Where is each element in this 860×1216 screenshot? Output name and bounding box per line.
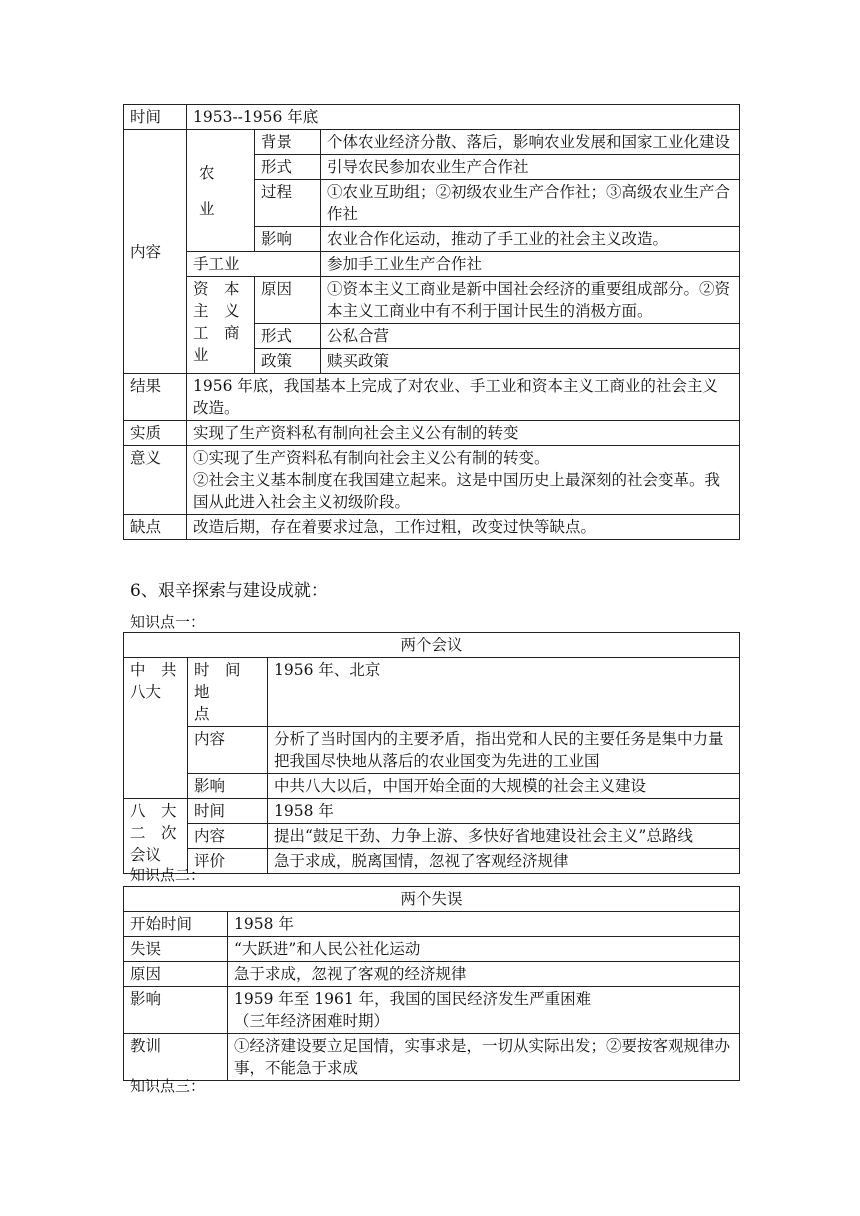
second-content-label: 内容 (188, 824, 268, 849)
section-6-title: 6、艰辛探索与建设成就： (130, 581, 328, 601)
time-place-label-2: 点 (194, 705, 210, 723)
agri-process-label: 过程 (255, 180, 321, 227)
knowledge-point-3-label: 知识点三： (130, 1077, 206, 1095)
second-session-label-line: 会议 (130, 846, 162, 864)
shortcoming-label: 缺点 (124, 515, 187, 540)
content-label: 内容 (124, 130, 187, 374)
capitalist-label-line: 业 (193, 346, 209, 364)
second-content-value: 提出“鼓足干劲、力争上游、多快好省地建设社会主义”总路线 (268, 824, 740, 849)
two-meetings-header: 两个会议 (124, 633, 740, 658)
cap-reason-value: ①资本主义工商业是新中国社会经济的重要组成部分。②资本主义工商业中有不利于国计民生的消极方面。 (321, 277, 740, 324)
agri-impact-label: 影响 (255, 227, 321, 252)
agri-impact-value: 农业合作化运动，推动了手工业的社会主义改造。 (321, 227, 740, 252)
cause-value: 急于求成，忽视了客观的经济规律 (228, 962, 740, 987)
cap-policy-value: 赎买政策 (321, 349, 740, 374)
agri-background-label: 背景 (255, 130, 321, 155)
transformation-table (123, 104, 740, 540)
time-place-label-1: 时 间 地 (194, 661, 257, 701)
capitalist-label (187, 277, 255, 374)
second-time-value: 1958 年 (268, 799, 740, 824)
agri-process-value: ①农业互助组；②初级农业生产合作社；③高级农业生产合作社 (321, 180, 740, 227)
eighth-congress-label-2: 八大 (130, 683, 162, 701)
significance-line-2: ②社会主义基本制度在我国建立起来。这是中国历史上最深刻的社会变革。我国从此进入社会主义初级阶段。 (193, 471, 721, 511)
agriculture-label-1: 农 (199, 163, 215, 182)
shortcoming-value: 改造后期，存在着要求过急，工作过粗，改变过快等缺点。 (187, 515, 740, 540)
time-value: 1953--1956 年底 (187, 105, 740, 130)
time-label: 时间 (124, 105, 187, 130)
eighth-impact-label: 影响 (188, 774, 268, 799)
second-eval-value: 急于求成，脱离国情，忽视了客观经济规律 (268, 849, 740, 874)
knowledge-point-2-label: 知识点二： (130, 866, 206, 884)
capitalist-label-line: 资 本 (193, 280, 240, 298)
essence-label: 实质 (124, 421, 187, 446)
second-session-label-line: 二 次 (130, 824, 177, 842)
cap-reason-label: 原因 (255, 277, 321, 324)
agri-form-value: 引导农民参加农业生产合作社 (321, 155, 740, 180)
knowledge-point-1-label: 知识点一： (130, 613, 206, 631)
start-time-value: 1958 年 (228, 912, 740, 937)
result-value: 1956 年底，我国基本上完成了对农业、手工业和资本主义工商业的社会主义改造。 (187, 374, 740, 421)
lesson-label: 教训 (124, 1034, 228, 1081)
mistake-value: “大跃进”和人民公社化运动 (228, 937, 740, 962)
start-time-label: 开始时间 (124, 912, 228, 937)
capitalist-label-line: 主 义 (193, 302, 240, 320)
eighth-impact-value: 中共八大以后，中国开始全面的大规模的社会主义建设 (268, 774, 740, 799)
eighth-content-label: 内容 (188, 727, 268, 774)
two-mistakes-header: 两个失误 (124, 887, 740, 912)
mistake-impact-label: 影响 (124, 987, 228, 1034)
lesson-value: ①经济建设要立足国情，实事求是，一切从实际出发；②要按客观规律办事，不能急于求成 (228, 1034, 740, 1081)
two-meetings-table (123, 632, 740, 874)
eighth-content-value: 分析了当时国内的主要矛盾，指出党和人民的主要任务是集中力量把我国尽快地从落后的农业国变为先进的工业国 (268, 727, 740, 774)
significance-line-1: ①实现了生产资料私有制向社会主义公有制的转变。 (193, 449, 550, 467)
result-label: 结果 (124, 374, 187, 421)
cap-form-label: 形式 (255, 324, 321, 349)
agriculture-label (187, 130, 255, 252)
mistake-impact-line-2: （三年经济困难时期） (234, 1012, 390, 1030)
agri-form-label: 形式 (255, 155, 321, 180)
agri-background-value: 个体农业经济分散、落后，影响农业发展和国家工业化建设 (321, 130, 740, 155)
time-place-label (188, 658, 268, 727)
capitalist-label-line: 工 商 (193, 324, 240, 342)
eighth-congress-label (124, 658, 188, 799)
cause-label: 原因 (124, 962, 228, 987)
handicraft-label: 手工业 (187, 252, 321, 277)
mistake-impact-line-1: 1959 年至 1961 年，我国的国民经济发生严重困难 (234, 990, 592, 1008)
two-mistakes-table (123, 886, 740, 1081)
handicraft-value: 参加手工业生产合作社 (321, 252, 740, 277)
second-time-label: 时间 (188, 799, 268, 824)
second-eval-label: 评价 (188, 849, 268, 874)
significance-value (187, 446, 740, 515)
second-session-label-line: 八 大 (130, 802, 177, 820)
essence-value: 实现了生产资料私有制向社会主义公有制的转变 (187, 421, 740, 446)
mistake-impact-value (228, 987, 740, 1034)
significance-label: 意义 (124, 446, 187, 515)
eighth-congress-label-1: 中 共 (130, 661, 177, 679)
mistake-label: 失误 (124, 937, 228, 962)
time-place-value: 1956 年、北京 (268, 658, 740, 727)
cap-policy-label: 政策 (255, 349, 321, 374)
agriculture-label-2: 业 (199, 199, 215, 218)
cap-form-value: 公私合营 (321, 324, 740, 349)
second-session-label (124, 799, 188, 874)
